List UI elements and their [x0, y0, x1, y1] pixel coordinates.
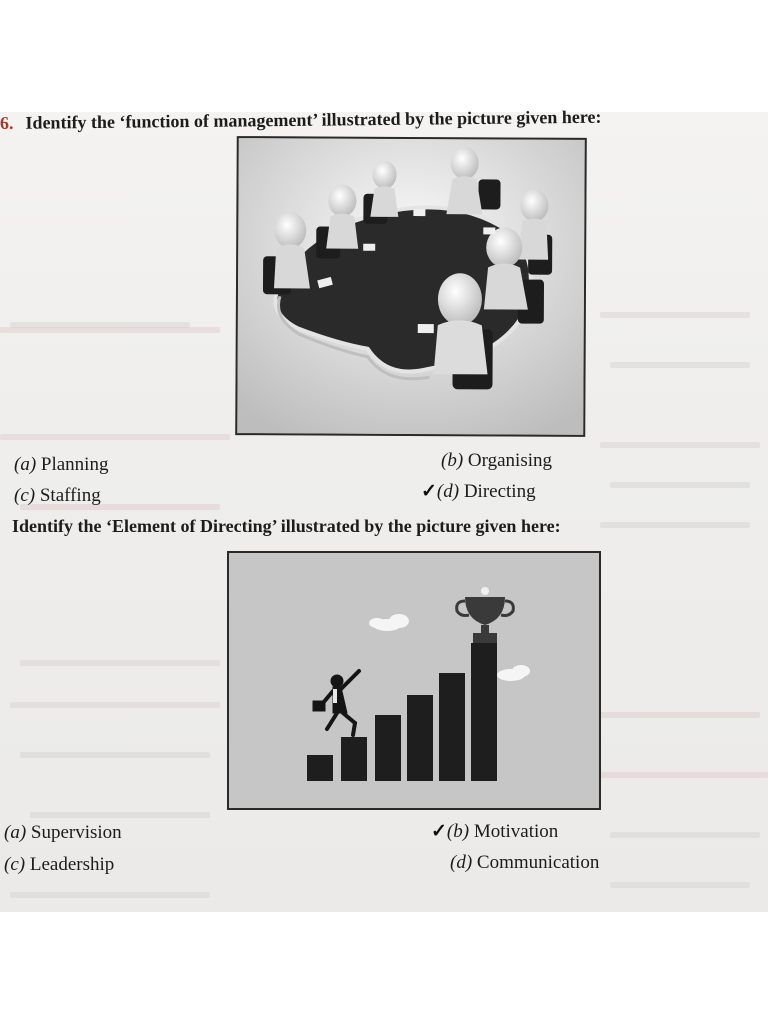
bleed-through-line: [610, 882, 750, 888]
q1-option-d[interactable]: [421, 480, 536, 503]
bleed-through-line: [600, 522, 750, 528]
question-2-text: Identify the ‘Element of Directing’ illustrated by the picture given here:: [12, 516, 561, 536]
option-letter: (d): [450, 852, 473, 873]
option-label: Supervision: [30, 822, 122, 843]
motivation-illustration: [227, 551, 601, 810]
q2-option-c[interactable]: [4, 854, 114, 876]
bleed-through-line: [0, 327, 220, 333]
option-label: Leadership: [29, 854, 115, 875]
bleed-through-line: [600, 712, 760, 718]
question-number: 6.: [0, 112, 14, 133]
bleed-through-line: [600, 312, 750, 318]
option-letter: (d): [436, 481, 460, 502]
question-1-text: Identify the ‘function of management’ illustrated by the picture given here:: [25, 106, 602, 133]
bleed-through-line: [610, 362, 750, 368]
option-letter: (a): [4, 822, 27, 843]
bleed-through-line: [0, 434, 230, 440]
option-letter: (b): [441, 450, 464, 471]
bleed-through-line: [600, 442, 760, 448]
q2-option-b[interactable]: [431, 820, 558, 843]
option-letter: (c): [4, 854, 26, 875]
q2-option-d[interactable]: [450, 852, 599, 874]
check-mark-icon: ✓: [421, 481, 437, 502]
q2-option-a[interactable]: [4, 822, 122, 844]
bleed-through-line: [20, 752, 210, 758]
option-letter: (c): [14, 485, 36, 506]
option-label: Communication: [476, 852, 600, 873]
option-letter: (b): [446, 821, 470, 842]
option-label: Directing: [463, 481, 536, 502]
option-letter: (a): [14, 454, 37, 475]
q1-option-b[interactable]: [441, 450, 552, 472]
question-2-heading: [12, 516, 561, 537]
meeting-illustration: [235, 136, 587, 437]
option-label: Planning: [40, 454, 109, 475]
bleed-through-line: [610, 832, 760, 838]
q1-option-c[interactable]: [14, 485, 101, 507]
bleed-through-line: [600, 772, 768, 778]
bleed-through-line: [10, 892, 210, 898]
bleed-through-line: [610, 482, 750, 488]
option-label: Motivation: [473, 821, 559, 842]
bleed-through-line: [30, 812, 210, 818]
option-label: Staffing: [39, 485, 101, 506]
stairs-to-trophy-image: [229, 553, 599, 808]
bleed-through-line: [20, 660, 220, 666]
q1-option-a[interactable]: [14, 454, 108, 476]
option-label: Organising: [467, 450, 552, 471]
boardroom-meeting-image: [237, 138, 585, 435]
check-mark-icon: ✓: [431, 821, 447, 842]
bleed-through-line: [10, 702, 220, 708]
